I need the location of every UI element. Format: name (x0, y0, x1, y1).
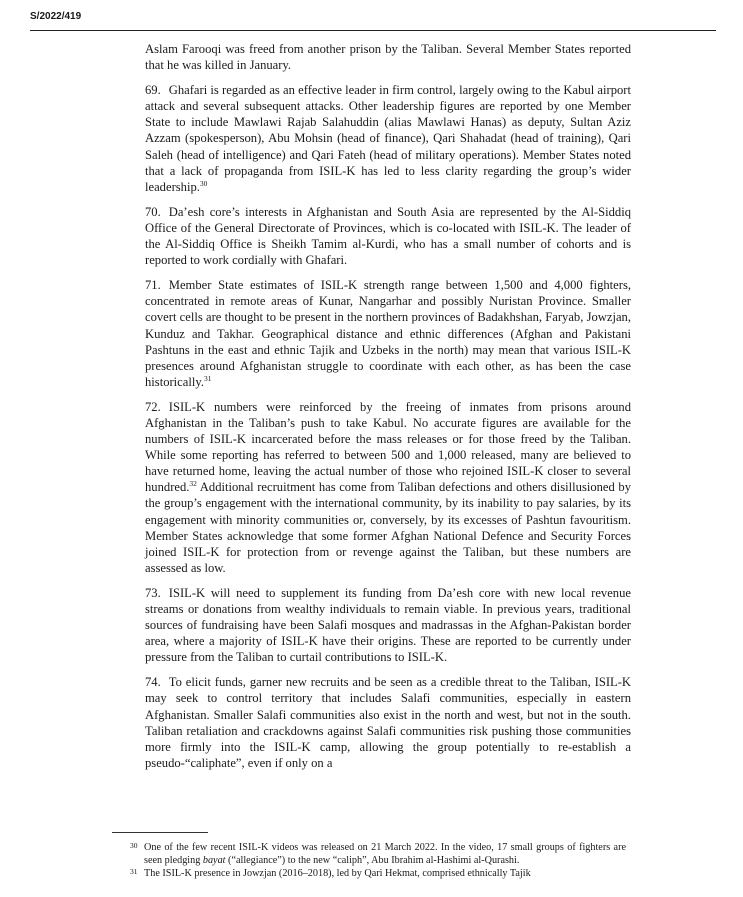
text-segment: ISIL-K numbers were reinforced by the freeing of inmates from prisons around Afghanistan in the Taliban’s push to take Kabul. No accurate figures are available for the numbers of ISIL-K incarcerated before the mass releases or for those freed by the Taliban. While some reporting has referred to between 500 and 1,000 released, many are believed to have returned home, leaving the actual number of those who rejoined ISIL-K closer to several hundred. (145, 399, 631, 495)
paragraph (145, 674, 631, 771)
header-rule (30, 30, 716, 31)
paragraph-number: 73. (145, 585, 161, 600)
text-segment: The ISIL-K presence in Jowzjan (2016–2018), led by Qari Hekmat, comprised ethnically Tajik (144, 868, 531, 880)
text-segment: Aslam Farooqi was freed from another prison by the Taliban. Several Member States reported that he was killed in January. (145, 42, 631, 73)
text-segment: Member State estimates of ISIL-K strength range between 1,500 and 4,000 fighters, concentrated in remote areas of Kunar, Nangarhar and possibly Nuristan Province. Smaller covert cells are thought to be present in the northern provinces of Badakhshan, Faryab, Jowzjan, Kunduz and Takhar. Geographical distance and ethnic differences (Afghan and Pakistani Pashtuns in the east and ethnic Tajik and Uzbeks in the north) may mean that various ISIL-K presences around Afghanistan struggle to coordinate with each other, as has been the case historically. (145, 278, 631, 389)
text-segment: ISIL-K will need to supplement its funding from Da’esh core with new local revenue streams or donations from wealthy individuals to remain viable. In previous years, traditional sources of fundraising have been Salafi mosques and madrassas in the Afghan-Pakistan border area, where a majority of ISIL-K have their origins. These are reported to be currently under pressure from the Taliban to curtail contributions to ISIL-K. (145, 585, 631, 665)
paragraph (145, 204, 631, 268)
paragraph-number: 70. (145, 204, 161, 219)
paragraph (145, 399, 631, 576)
paragraph-number: 69. (145, 83, 161, 98)
text-segment: Ghafari is regarded as an effective leader in firm control, largely owing to the Kabul airport attack and several subsequent attacks. Other leadership figures are reported by one Member State to include Mawlawi Rajab Salahuddin (alias Mawlawi Hanas) as deputy, Sultan Aziz Azzam (spokesperson), Abu Mohsin (head of finance), Qari Shahadat (head of training), Qari Saleh (head of intelligence) and Qari Fateh (head of military operations). Member States noted that a lack of propaganda from ISIL-K has led to less clarity regarding the group’s wider leadership. (145, 83, 631, 194)
text-segment: Da’esh core’s interests in Afghanistan and South Asia are represented by the Al-Siddiq Office of the General Directorate of Provinces, which is co-located with ISIL-K. The leader of the Al-Siddiq Office is Sheikh Tamim al-Kurdi, who has a small number of cohorts and is reported to work cordially with Ghafari. (145, 204, 631, 268)
paragraph (145, 41, 631, 73)
paragraph-number: 71. (145, 278, 161, 293)
paragraph-number: 72. (145, 399, 161, 414)
footnote-reference: 32 (189, 479, 197, 489)
body-text (145, 41, 631, 780)
paragraph-number: 74. (145, 675, 161, 690)
text-segment: Additional recruitment has come from Taliban defections and others disillusioned by the group’s engagement with the international community, by its inability to pay salaries, by its engagement with minority communities or, conversely, by its excesses of Pashtun favouritism. Member States acknowledge that some former Afghan National Defence and Security Forces joined ISIL-K for protection from or revenge against the Taliban, but these numbers are assessed as low. (145, 480, 631, 575)
footnote-marker: 31 (130, 867, 138, 877)
text-segment: One of the few recent ISIL-K videos was released on 21 March 2022. In the video, 17 small groups of fighters are seen pledging (144, 842, 626, 867)
footnote-reference: 30 (199, 178, 208, 188)
text-segment: (“allegiance”) to the new “caliph”, Abu Ibrahim al-Hashimi al-Qurashi. (225, 855, 520, 867)
footnote-separator (112, 832, 208, 833)
footnote (126, 841, 626, 867)
text-segment: To elicit funds, garner new recruits and be seen as a credible threat to the Taliban, ISIL-K may seek to control territory that includes Salafi communities, especially in eastern Afghanistan. Smaller Salafi communities also exist in the north and west, but not in the south. Taliban retaliation and crackdowns against Salafi communities risk pushing those communities more firmly into the ISIL-K camp, allowing the group potentially to re-establish a pseudo-“caliphate”, even if only on a (145, 675, 631, 770)
italic-text: bayat (202, 855, 226, 867)
footnote-marker: 30 (130, 841, 138, 850)
paragraph (145, 585, 631, 665)
footnote (126, 867, 626, 880)
footnote-reference: 31 (204, 373, 212, 383)
paragraph (145, 277, 631, 390)
paragraph (145, 82, 631, 195)
footnotes (126, 841, 626, 881)
document-symbol: S/2022/419 (30, 11, 82, 22)
